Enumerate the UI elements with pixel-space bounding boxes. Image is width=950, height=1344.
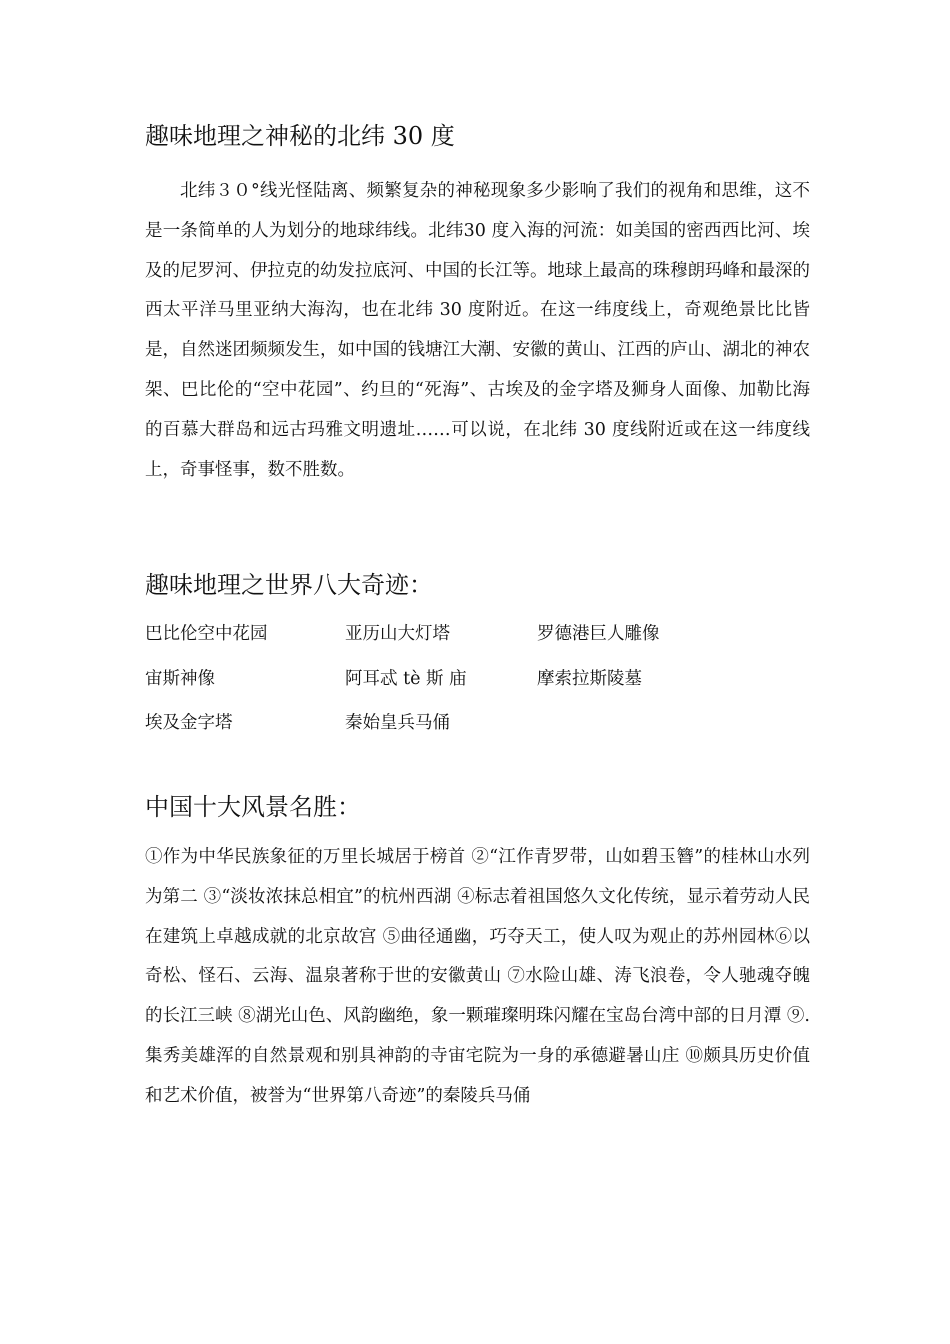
wonder-item: 摩索拉斯陵墓 <box>537 668 642 689</box>
wonder-item: 巴比伦空中花园 <box>145 624 268 644</box>
world-wonders-list <box>145 620 745 754</box>
wonders-row <box>145 709 745 754</box>
section-title-world-wonders: 趣味地理之世界八大奇迹： <box>145 571 433 599</box>
wonders-row <box>145 665 745 710</box>
wonder-item: 埃及金字塔 <box>145 713 233 733</box>
wonder-item: 秦始皇兵马俑 <box>345 713 450 733</box>
wonder-item: 阿耳忒 tè 斯 庙 <box>345 668 467 689</box>
wonder-item: 亚历山大灯塔 <box>345 624 450 644</box>
wonders-row <box>145 620 745 665</box>
wonder-item: 罗德港巨人雕像 <box>537 624 660 644</box>
section-title-china-scenic-spots: 中国十大风景名胜： <box>145 793 361 821</box>
china-scenic-spots-paragraph: ①作为中华民族象征的万里长城居于榜首 ②“江作青罗带，山如碧玉簪”的桂林山水列为第二 ③“淡妆浓抹总相宜”的杭州西湖 ④标志着祖国悠久文化传统，显示着劳动人民在建筑上卓越成就的北京故宫 ⑤曲径通幽，巧夺天工，使人叹为观止的苏州园林⑥以奇松、怪石、云海、温泉著称于世的安徽黄山 ⑦水险山雄、涛飞浪卷，令人驰魂夺魄的长江三峡 ⑧湖光山色、风韵幽绝，象一颗璀璨明珠闪耀在宝岛台湾中部的日月潭 ⑨.集秀美雄浑的自然景观和别具神韵的寺宙宅院为一身的承德避暑山庄 ⑩颇具历史价值和艺术价值，被誉为“世界第八奇迹”的秦陵兵马俑 <box>145 847 810 1106</box>
wonder-item: 宙斯神像 <box>145 668 215 689</box>
section-title-latitude-30: 趣味地理之神秘的北纬 30 度 <box>145 122 455 150</box>
latitude-30-paragraph: 北纬３０°线光怪陆离、频繁复杂的神秘现象多少影响了我们的视角和思维，这不是一条简单的人为划分的地球纬线。北纬30 度入海的河流：如美国的密西西比河、埃及的尼罗河、伊拉克的幼发拉底河、中国的长江等。地球上最高的珠穆朗玛峰和最深的西太平洋马里亚纳大海沟，也在北纬 30 度附近。在这一纬度线上，奇观绝景比比皆是，自然迷团频频发生，如中国的钱塘江大潮、安徽的黄山、江西的庐山、湖北的神农架、巴比伦的“空中花园”、约旦的“死海”、古埃及的金字塔及狮身人面像、加勒比海的百慕大群岛和远古玛雅文明遗址……可以说，在北纬 30 度线附近或在这一纬度线上，奇事怪事，数不胜数。 <box>145 181 810 480</box>
